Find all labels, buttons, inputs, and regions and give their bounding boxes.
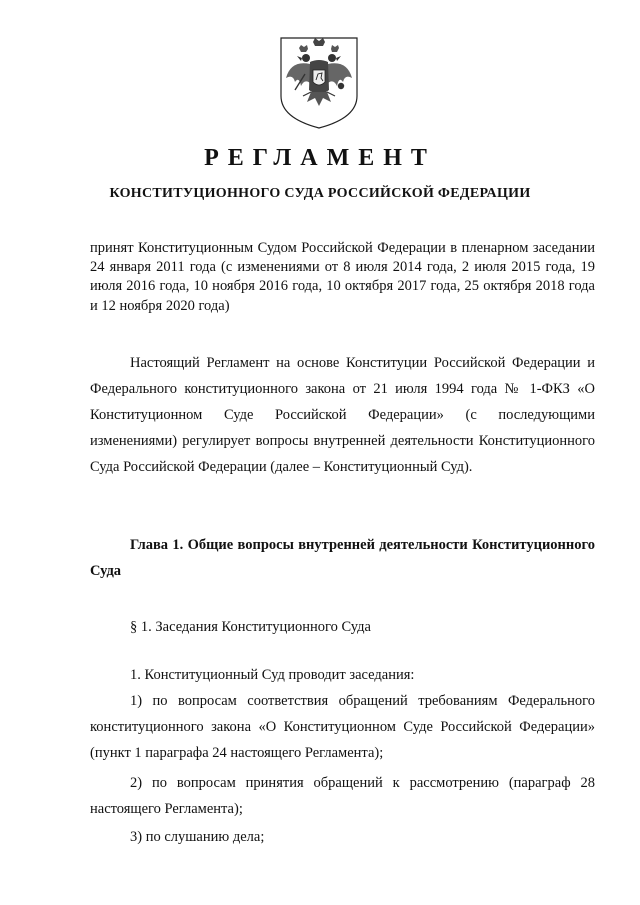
- adoption-note: принят Конституционным Судом Российской Федерации в пленарном заседании 24 января 2011 года (с изменениями от 8 июля 2014 года, 2 июля 2015 года, 19 июля 2016 года, 10 ноября 2016 года, 10 октября 2017 года, 25 октября 2018 года и 12 ноября 2020 года): [90, 240, 595, 314]
- coat-of-arms-icon: [277, 34, 361, 130]
- document-title: РЕГЛАМЕНТ: [204, 145, 436, 171]
- document-subtitle: КОНСТИТУЦИОННОГО СУДА РОССИЙСКОЙ ФЕДЕРАЦИИ: [109, 186, 531, 201]
- list-item: 1) по вопросам соответствия обращений требованиям Федерального конституционного закона «О Конституционном Суде Российской Федерации» (пункт 1 параграфа 24 настоящего Регламента);: [90, 693, 595, 761]
- section-intro: 1. Конституционный Суд проводит заседания:: [130, 667, 415, 683]
- list-item: 3) по слушанию дела;: [130, 829, 265, 845]
- chapter-heading: Глава 1. Общие вопросы внутренней деятельности Конституционного Суда: [90, 537, 595, 579]
- section-heading: § 1. Заседания Конституционного Суда: [130, 619, 371, 635]
- preamble-paragraph: Настоящий Регламент на основе Конституции Российской Федерации и Федерального конституционного закона от 21 июля 1994 года № 1-ФКЗ «О Конституционном Суде Российской Федерации» (с последующими изменениями) регулирует вопросы внутренней деятельности Конституционного Суда Российской Федерации (далее – Конституционный Суд).: [90, 355, 595, 475]
- list-item: 2) по вопросам принятия обращений к рассмотрению (параграф 28 настоящего Регламента);: [90, 775, 595, 817]
